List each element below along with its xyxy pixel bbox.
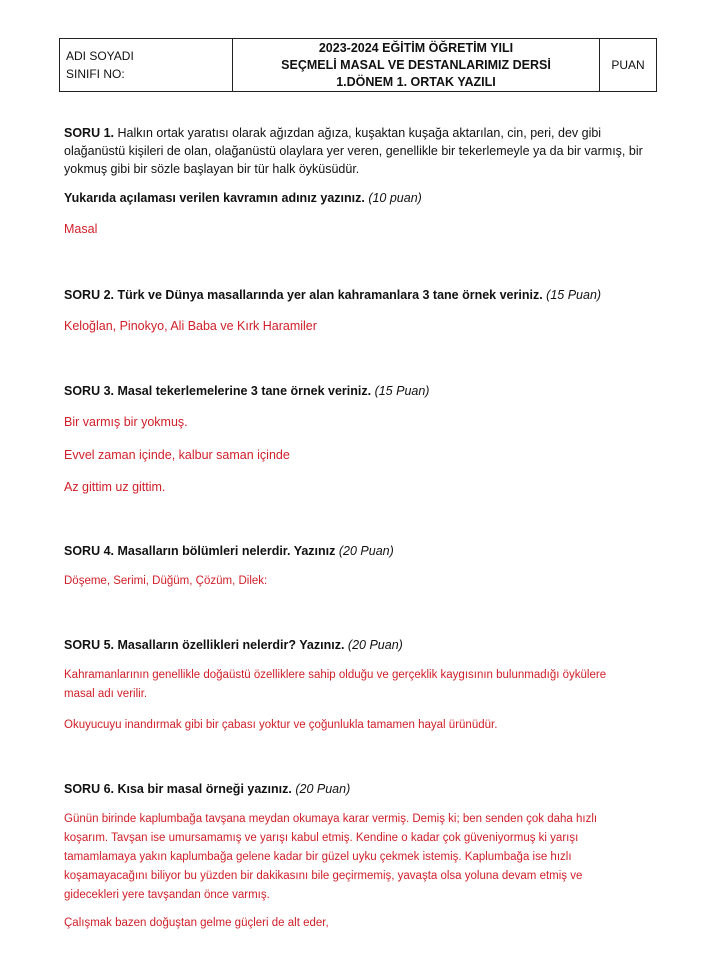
- answer-6-story: Günün birinde kaplumbağa tavşana meydan okumaya karar vermiş. Demiş ki; ben senden çok daha hızlı koşarım. Tavşan ise umursamamış ve yarışı kabul etmiş. Kendine o kadar çok güveniyormuş ki yarışı tamamlamaya yakın kaplumbağa gelene kadar bir güzel uyku çekmek istemiş. Kaplumbağa ise hızlı koşamayacağını biliyor bu yüzden bir dakikasını bile geçirmemiş, yavaşta olsa yoluna devam etmiş ve gidecekleri yere tavşandan önce varmış.: [64, 813, 598, 901]
- score-label: PUAN: [611, 58, 645, 72]
- question-5-points: (20 Puan): [344, 638, 403, 652]
- score-cell: [600, 39, 657, 92]
- answer-1: Masal: [64, 222, 98, 236]
- question-1-label: SORU 1.: [64, 126, 115, 140]
- answer-3-item-1: Bir varmış bir yokmuş.: [64, 415, 188, 429]
- question-1-instruction: [64, 189, 664, 207]
- question-3-text: SORU 3. Masal tekerlemelerine 3 tane örnek veriniz.: [64, 384, 372, 398]
- student-info-cell: [60, 39, 233, 92]
- answer-5-item-1: Kahramanlarının genellikle doğaüstü özelliklere sahip olduğu ve gerçeklik kaygısının bulunmadığı öykülere masal adı verilir.: [64, 669, 607, 700]
- question-5: [64, 636, 664, 654]
- question-1: [64, 124, 664, 178]
- class-label: SINIFI NO:: [66, 67, 125, 81]
- title-line-3: 1.DÖNEM 1. ORTAK YAZILI: [336, 74, 496, 89]
- question-2: [64, 286, 664, 304]
- answer-4: Döşeme, Serimi, Düğüm, Çözüm, Dilek:: [64, 575, 268, 587]
- question-2-points: (15 Puan): [542, 288, 602, 302]
- question-6-points: (20 Puan): [291, 782, 351, 796]
- question-2-text: SORU 2. Türk ve Dünya masallarında yer alan kahramanlara 3 tane örnek veriniz.: [64, 288, 543, 302]
- answer-5-item-2: Okuyucuyu inandırmak gibi bir çabası yoktur ve çoğunlukla tamamen hayal ürünüdür.: [64, 719, 498, 731]
- question-4-text: SORU 4. Masalların bölümleri nelerdir. Yazınız: [64, 544, 336, 558]
- exam-title-cell: [233, 39, 600, 92]
- answer-3-item-2: Evvel zaman içinde, kalbur saman içinde: [64, 448, 290, 462]
- question-1-points: (10 puan): [364, 191, 422, 205]
- answer-3-item-3: Az gittim uz gittim.: [64, 480, 166, 494]
- question-1-text: Halkın ortak yaratısı olarak ağızdan ağıza, kuşaktan kuşağa aktarılan, cin, peri, dev gibi olağanüstü kişileri de olan, olağanüstü olaylara yer veren, genellikle bir tekerlemeyle ya da bir varmış, bir yokmuş gibi bir sözle başlayan bir tür halk öyküsüdür.: [64, 126, 643, 176]
- title-line-2: SEÇMELİ MASAL VE DESTANLARIMIZ DERSİ: [281, 57, 551, 72]
- answer-6-moral: Çalışmak bazen doğuştan gelme güçleri de alt eder,: [64, 917, 329, 929]
- exam-header-table: [59, 38, 657, 92]
- question-3-points: (15 Puan): [371, 384, 430, 398]
- question-6: [64, 780, 664, 798]
- title-line-1: 2023-2024 EĞİTİM ÖĞRETİM YILI: [318, 40, 514, 55]
- question-3: [64, 382, 664, 400]
- question-4-points: (20 Puan): [335, 544, 394, 558]
- name-label: ADI SOYADI: [66, 49, 134, 63]
- question-6-text: SORU 6. Kısa bir masal örneği yazınız.: [64, 782, 292, 796]
- question-4: [64, 542, 664, 560]
- question-1-instruction-text: Yukarıda açılaması verilen kavramın adınız yazınız.: [64, 191, 365, 205]
- answer-2: Keloğlan, Pinokyo, Ali Baba ve Kırk Haramiler: [64, 319, 317, 333]
- question-5-text: SORU 5. Masalların özellikleri nelerdir? Yazınız.: [64, 638, 345, 652]
